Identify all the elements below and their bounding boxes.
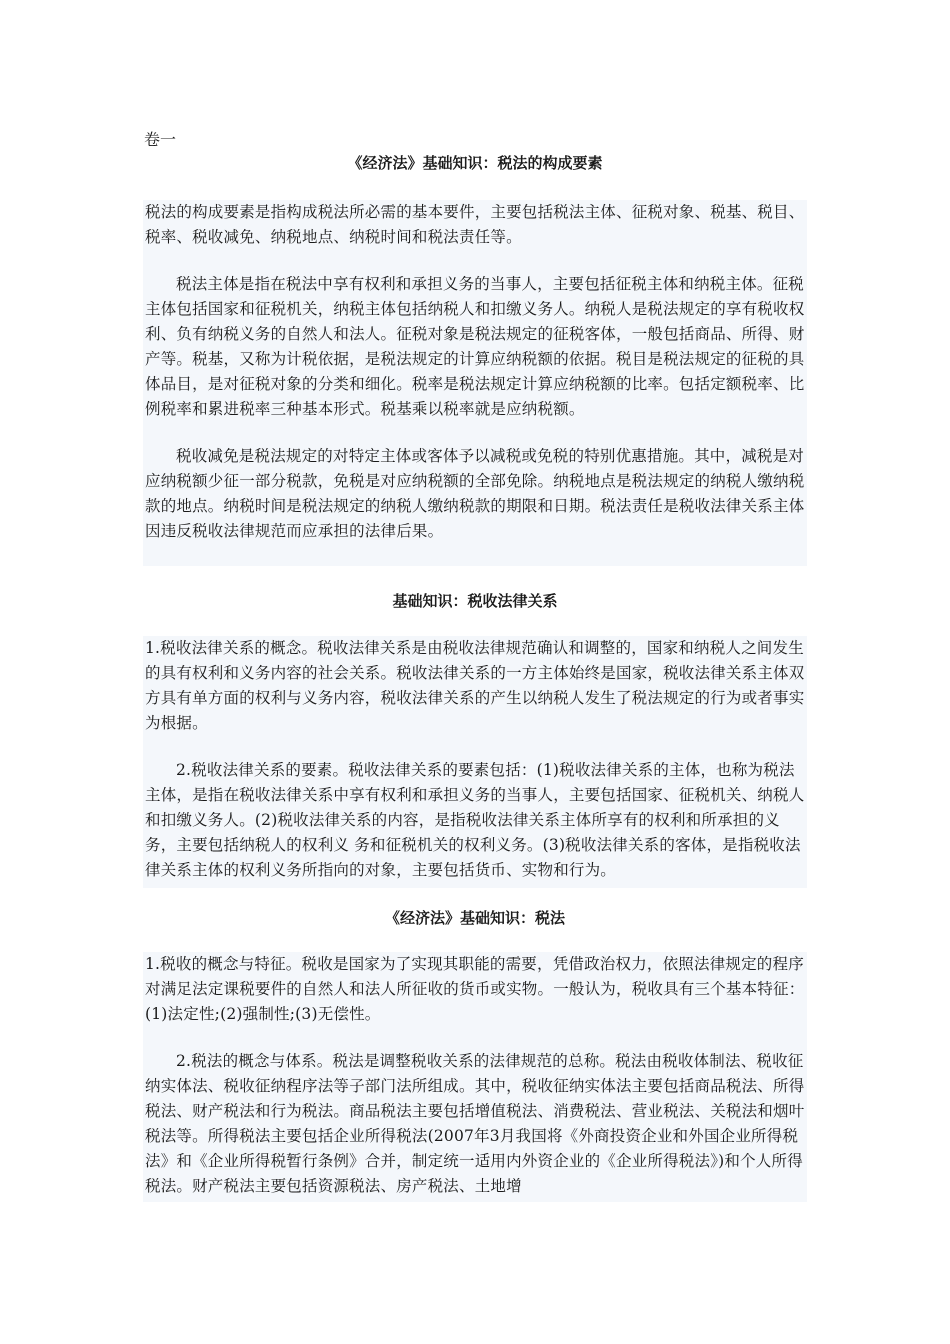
- paragraph: 税法主体是指在税法中享有权利和承担义务的当事人，主要包括征税主体和纳税主体。征税主体包括国家和征税机关，纳税主体包括纳税人和扣缴义务人。纳税人是税法规定的享有税收权利、负有纳税义务的自然人和法人。征税对象是税法规定的征税客体，一般包括商品、所得、财产等。税基，又称为计税依据，是税法规定的计算应纳税额的依据。税目是税法规定的征税的具体品目，是对征税对象的分类和细化。税率是税法规定计算应纳税额的比率。包括定额税率、比例税率和累进税率三种基本形式。税基乘以税率就是应纳税额。: [145, 275, 805, 418]
- section-body: [143, 200, 807, 566]
- section-heading: 《经济法》基础知识：税法的构成要素: [347, 154, 603, 172]
- paragraph: 1.税收的概念与特征。税收是国家为了实现其职能的需要，凭借政治权力，依照法律规定的程序对满足法定课税要件的自然人和法人所征收的货币或实物。一般认为，税收具有三个基本特征：(1)法定性;(2)强制性;(3)无偿性。: [145, 955, 805, 1023]
- section-body: [143, 636, 807, 888]
- paragraph: 2.税法的概念与体系。税法是调整税收关系的法律规范的总称。税法由税收体制法、税收征纳实体法、税收征纳程序法等子部门法所组成。其中，税收征纳实体法主要包括商品税法、所得税法、财产税法和行为税法。商品税法主要包括增值税法、消费税法、营业税法、关税法和烟叶税法等。所得税法主要包括企业所得税法(2007年3月我国将《外商投资企业和外国企业所得税法》和《企业所得税暂行条例》合并，制定统一适用内外资企业的《企业所得税法》)和个人所得税法。财产税法主要包括资源税法、房产税法、土地增: [145, 1052, 805, 1195]
- paragraph: 2.税收法律关系的要素。税收法律关系的要素包括：(1)税收法律关系的主体，也称为税法主体，是指在税收法律关系中享有权利和承担义务的当事人，主要包括国家、征税机关、纳税人和扣缴义务人。(2)税收法律关系的内容，是指税收法律关系主体所享有的权利和所承担的义务，主要包括纳税人的权利义 务和征税机关的权利义务。(3)税收法律关系的客体，是指税收法律关系主体的权利义务所指向的对象，主要包括货币、实物和行为。: [145, 761, 805, 879]
- section-body: [143, 952, 807, 1202]
- paragraph: 1.税收法律关系的概念。税收法律关系是由税收法律规范确认和调整的，国家和纳税人之间发生的具有权利和义务内容的社会关系。税收法律关系的一方主体始终是国家，税收法律关系主体双方具有单方面的权利与义务内容，税收法律关系的产生以纳税人发生了税法规定的行为或者事实为根据。: [145, 639, 805, 732]
- paragraph: 税收减免是税法规定的对特定主体或客体予以减税或免税的特别优惠措施。其中，减税是对应纳税额少征一部分税款，免税是对应纳税额的全部免除。纳税地点是税法规定的纳税人缴纳税款的地点。纳税时间是税法规定的纳税人缴纳税款的期限和日期。税法责任是税收法律关系主体因违反税收法律规范而应承担的法律后果。: [145, 447, 805, 540]
- section-heading: 《经济法》基础知识：税法: [384, 909, 565, 927]
- volume-label: 卷一: [144, 130, 177, 149]
- paragraph: 税法的构成要素是指构成税法所必需的基本要件，主要包括税法主体、征税对象、税基、税目、税率、税收减免、纳税地点、纳税时间和税法责任等。: [145, 203, 805, 246]
- section-heading: 基础知识：税收法律关系: [392, 592, 558, 610]
